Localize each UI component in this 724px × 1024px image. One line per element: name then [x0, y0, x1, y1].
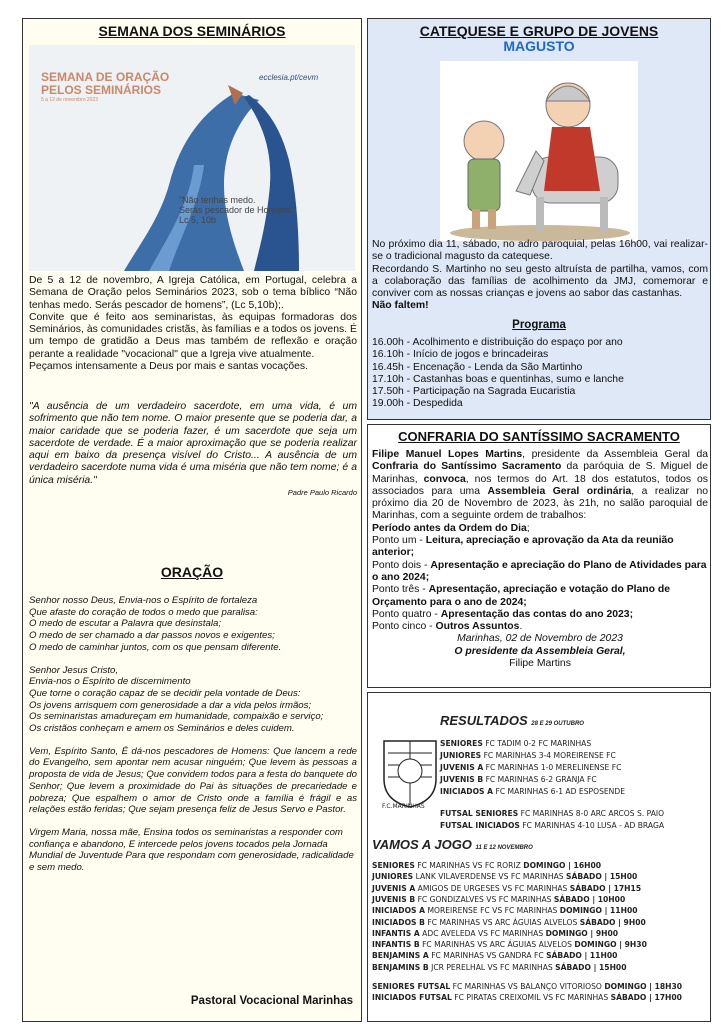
quote-text: "A ausência de um verdadeiro sacerdote, em uma vida, é um sofrimento que não tem nome. O maior presente que se poderia dar, a maior caridade que se poderia fazer, é um sacerdote que seja um sacerdote de verdade. É a maior aproximação que se poderia realizar aqui em baixo da presença visível do Cristo... A ausência de um verdadeiro sacerdote numa vida é uma miséria que não tem nome; é a única miséria." — [29, 401, 357, 486]
game-row: INICIADOS FUTSAL FC PIRATAS CREIXOMIL VS FC MARINHAS SÁBADO | 17H00 — [372, 993, 682, 1003]
programa-item: 17.50h - Participação na Sagrada Eucaristia — [372, 386, 576, 398]
prayer-line: Que afaste do coração de todos o medo que paralisa: — [29, 606, 258, 618]
prayer-line: O medo de ser chamado a dar passos novos e exigentes; — [29, 630, 275, 642]
agenda-item: Ponto dois - Apresentação e apreciação do Plano de Atividades para o ano 2024; — [372, 559, 707, 583]
prayer-line: O medo de escutar a Palavra que desinstala; — [29, 618, 221, 630]
programa-item: 16.00h - Acolhimento e distribuição do espaço por ano — [372, 337, 623, 348]
confraria-president-name: Filipe Martins — [509, 658, 571, 670]
confraria-president-role: O presidente da Assembleia Geral, — [454, 645, 626, 657]
agenda-item: Ponto cinco - Outros Assuntos. — [372, 621, 523, 633]
programa-item: 17.10h - Castanhas boas e quentinhas, sumo e lanche — [372, 373, 624, 385]
catequese-title: CATEQUESE E GRUPO DE JOVENS — [419, 23, 659, 39]
prayer-line: Que torne o coração capaz de se decidir pela vontade de Deus: — [29, 687, 301, 699]
game-row: SENIORES FC MARINHAS VS FC RORIZ DOMINGO | 16H00 — [372, 861, 602, 870]
confraria-title: CONFRARIA DO SANTÍSSIMO SACRAMENTO — [398, 429, 680, 444]
poster-quote-3: Lc 5, 10b — [179, 215, 217, 225]
game-row: BENJAMINS B JCR PERELHAL VS FC MARINHAS SÁBADO | 15H00 — [372, 962, 627, 972]
vamos-a-jogo-title: VAMOS A JOGO 11 E 12 NOVEMBRO — [372, 837, 533, 852]
agenda-item: Período antes da Ordem do Dia; — [372, 522, 530, 534]
resultados-title: RESULTADOS 28 E 29 OUTUBRO — [440, 713, 584, 728]
poster-dates: 5 a 12 de novembro 2023 — [41, 97, 98, 103]
result-row: JUVENIS B FC MARINHAS 6-2 GRANJA FC — [440, 775, 597, 784]
paragraph: No próximo dia 11, sábado, no adro paroquial, pelas 16h00, vai realizar-se o tradicional magusto da catequese. — [372, 239, 708, 263]
catequese-section — [367, 18, 711, 420]
prayer-line: Os cristãos conheçam e amem os Seminários e deles cuidem. — [29, 723, 295, 735]
game-row: INFANTIS A ADC AVELEDA VS FC MARINHAS DOMINGO | 9H00 — [372, 928, 619, 938]
poster-quote-1: “Não tenhas medo. — [179, 195, 256, 205]
poster-line1: SEMANA DE ORAÇÃO — [41, 70, 170, 84]
result-row: JUVENIS A FC MARINHAS 1-0 MERELINENSE FC — [440, 763, 622, 772]
result-row: INICIADOS A FC MARINHAS 6-1 AD ESPOSENDE — [440, 787, 626, 796]
prayer-line: Os jovens arrisquem com generosidade a dar a vida pelos irmãos; — [29, 699, 312, 711]
programa-item: 16.45h - Encenação - Lenda da São Martinho — [372, 361, 583, 373]
prayer-line: O medo de caminhar juntos, com os que pensam diferente. — [29, 641, 282, 653]
quote-block — [29, 401, 357, 499]
crest-label: F.C.MARINHAS — [382, 803, 425, 810]
programa-title: Programa — [512, 319, 566, 331]
programa-item: 19.00h - Despedida — [372, 398, 463, 410]
prayer-line: Envia-nos o Espírito de discernimento — [29, 676, 191, 688]
poster-url: ecclesia.pt/cevm — [259, 73, 319, 82]
paragraph: Recordando S. Martinho no seu gesto altruísta de partilha, vamos, com a colaboração das famílias de acolhimento da JMJ, comemorar e conviver com as nossas crianças e jovens ao sabor das castanhas. — [372, 263, 708, 300]
prayer-line: Senhor Jesus Cristo, — [29, 664, 119, 676]
game-row: SENIORES FUTSAL FC MARINHAS VS BALANÇO VITORIOSO DOMINGO | 18H30 — [372, 982, 683, 991]
futsal-result-row: FUTSAL INICIADOS FC MARINHAS 4-10 LUSA - AD BRAGA — [440, 821, 665, 830]
agenda-item: Ponto um - Leitura, apreciação e aprovação da Ata da reunião anterior; — [372, 535, 674, 559]
seminarios-poster — [29, 45, 355, 271]
game-row: BENJAMINS A FC MARINHAS VS GANDRA FC SÁBADO | 11H00 — [372, 951, 618, 961]
prayer-line: Os seminaristas amadureçam em humanidade, compaixão e serviço; — [29, 711, 324, 723]
confraria-section — [367, 424, 711, 688]
seminarios-title: SEMANA DOS SEMINÁRIOS — [98, 23, 286, 39]
result-row: SENIORES FC TADIM 0-2 FC MARINHAS — [440, 739, 592, 748]
desporto-section — [367, 692, 711, 1022]
game-row: JUVENIS B FC GONDIZALVES VS FC MARINHAS SÁBADO | 10H00 — [372, 894, 626, 904]
agenda-item: Ponto quatro - Apresentação das contas do ano 2023; — [372, 608, 634, 620]
programa-list — [372, 337, 708, 411]
game-row: JUNIORES LANK VILAVERDENSE VS FC MARINHAS SÁBADO | 15H00 — [372, 872, 638, 882]
programa-item: 16.10h - Início de jogos e brincadeiras — [372, 349, 549, 361]
game-row: INICIADOS B FC MARINHAS VS ARC ÁGUIAS ALVELOS SÁBADO | 9H00 — [372, 917, 646, 927]
prayer-stanza: Virgem Maria, nossa mãe, Ensina todos os seminaristas a responder com confiança e abandono, E intercede pelos jovens tocados pela Jornada Mundial de Juventude Para que respondam com generosidade, radicalidade e sem medo. — [29, 826, 354, 874]
paragraph: Não faltem! — [372, 300, 429, 312]
confraria-date: Marinhas, 02 de Novembro de 2023 — [457, 633, 623, 645]
result-row: JUNIORES FC MARINHAS 3-4 MOREIRENSE FC — [440, 751, 616, 760]
magusto-subtitle: MAGUSTO — [503, 38, 575, 54]
seminarios-body — [29, 275, 357, 373]
convocatoria: Filipe Manuel Lopes Martins, presidente da Assembleia Geral da Confraria do Santíssimo Sacramento da paróquia de S. Miguel de Marinhas, convoca, nos termos do Art. 18 dos estatutos, todos os associados para uma Assembleia Geral ordinária, a realizar no próximo dia 20 de Novembro de 2023, às 21h, no salão paroquial de Marinhas, com a seguinte ordem de trabalhos: — [372, 449, 709, 522]
oracao-text — [29, 595, 357, 874]
catequese-body — [372, 239, 708, 313]
futsal-result-row: FUTSAL SENIORES FC MARINHAS 8-0 ARC ARCOS S. PAIO — [440, 809, 665, 818]
poster-line2: PELOS SEMINÁRIOS — [41, 83, 162, 97]
prayer-line: Senhor nosso Deus, Envia-nos o Espírito de fortaleza — [29, 595, 258, 606]
confraria-body — [372, 449, 708, 670]
game-row: INFANTIS B FC MARINHAS VS ARC ÁGUIAS ALVELOS DOMINGO | 9H30 — [372, 940, 647, 950]
pastoral-signature: Pastoral Vocacional Marinhas — [190, 995, 353, 1007]
game-row: INICIADOS A MOREIRENSE FC VS FC MARINHAS DOMINGO | 11H00 — [372, 906, 638, 916]
paragraph: Peçamos intensamente a Deus por mais e santas vocações. — [29, 361, 308, 373]
game-row: JUVENIS A AMIGOS DE URGESES VS FC MARINHAS SÁBADO | 17H15 — [372, 883, 642, 893]
agenda-item: Ponto três - Apresentação, apreciação e votação do Plano de Orçamento para o ano de 2024; — [372, 584, 670, 608]
prayer-stanza: Vem, Espírito Santo, É dá-nos pescadores de Homens: Que lancem a rede do Evangelho, sem apontar nem acusar ninguém; Que levem às pessoas a proposta de vida de Jesus; Que convidem todos para a festa do banquete do Senhor; Que levem a proximidade do Pai às situações de precariedade e pobreza; Que espalhem o amor de Cristo onde a família é frágil e as relações estão feridas; Que sejam presença feliz de Jesus Servo e Pastor. — [29, 745, 358, 816]
poster-quote-2: Serás pescador de Homens.” — [179, 205, 297, 215]
sao-martinho-illustration — [440, 61, 638, 241]
quote-author: Padre Paulo Ricardo — [287, 488, 357, 498]
paragraph: Convite que é feito aos seminaristas, às equipas formadoras dos Seminários, às comunidades cristãs, às famílias e a todos os jovens. É um tempo de gratidão a Deus mas também de reflexão e oração perante a realidade "vocacional" que a Igreja vive atualmente. — [29, 311, 357, 360]
paragraph: De 5 a 12 de novembro, A Igreja Católica, em Portugal, celebra a Semana de Oração pelos Seminários 2023, sob o tema bíblico “Não tenhas medo. Serás pescador de homens”, (Lc 5,10b);. — [29, 275, 357, 311]
fc-marinhas-crest — [378, 735, 442, 811]
seminarios-section — [22, 18, 362, 1022]
oracao-title: ORAÇÃO — [160, 564, 224, 580]
